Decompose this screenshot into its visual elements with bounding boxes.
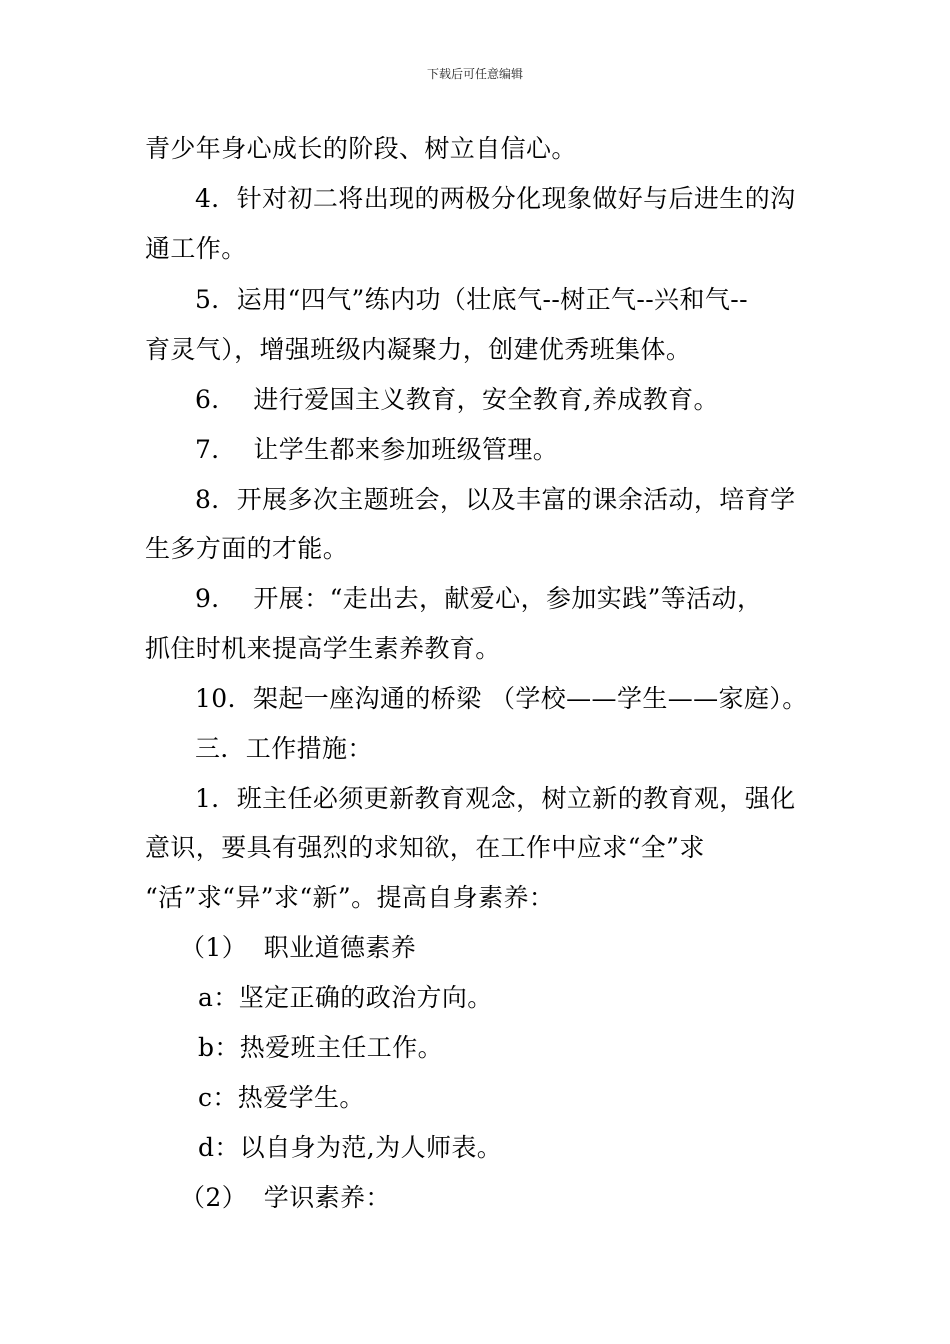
body-line-8: 8．开展多次主题班会，以及丰富的课余活动，培育学 — [195, 485, 796, 514]
page-header: 下载后可任意编辑 — [426, 67, 523, 81]
body-line-7: 7． 让学生都来参加班级管理。 — [195, 435, 559, 464]
body-line-3: 通工作。 — [145, 234, 247, 263]
body-line-14: 1．班主任必须更新教育观念，树立新的教育观，强化 — [195, 784, 796, 813]
body-line-9: 生多方面的才能。 — [145, 534, 349, 563]
body-line-6: 6． 进行爱国主义教育，安全教育,养成教育。 — [195, 385, 719, 414]
body-line-1: 青少年身心成长的阶段、树立自信心。 — [145, 134, 577, 163]
body-line-4: 5．运用“四气”练内功（壮底气--树正气--兴和气-- — [195, 285, 748, 314]
list-item-a: a：坚定正确的政治方向。 — [198, 983, 493, 1012]
body-line-11: 抓住时机来提高学生素养教育。 — [145, 634, 501, 663]
body-line-16: “活”求“异”求“新”。提高自身素养： — [145, 883, 555, 912]
list-item-c: c：热爱学生。 — [198, 1083, 365, 1112]
list-item-b: b：热爱班主任工作。 — [198, 1033, 444, 1062]
body-line-10: 9． 开展：“走出去，献爱心，参加实践”等活动， — [195, 584, 763, 613]
subheading-professional-ethics: （1） 职业道德素养 — [180, 933, 417, 962]
section-heading-measures: 三．工作措施： — [195, 734, 373, 763]
body-line-15: 意识，要具有强烈的求知欲，在工作中应求“全”求 — [145, 833, 705, 862]
list-item-d: d：以自身为范,为人师表。 — [198, 1133, 503, 1162]
body-line-5: 育灵气），增强班级内凝聚力，创建优秀班集体。 — [145, 335, 692, 364]
body-line-12: 10．架起一座沟通的桥梁 （学校——学生——家庭）。 — [195, 684, 808, 713]
body-line-2: 4．针对初二将出现的两极分化现象做好与后进生的沟 — [195, 184, 796, 213]
subheading-academic-literacy: （2） 学识素养： — [180, 1183, 391, 1212]
